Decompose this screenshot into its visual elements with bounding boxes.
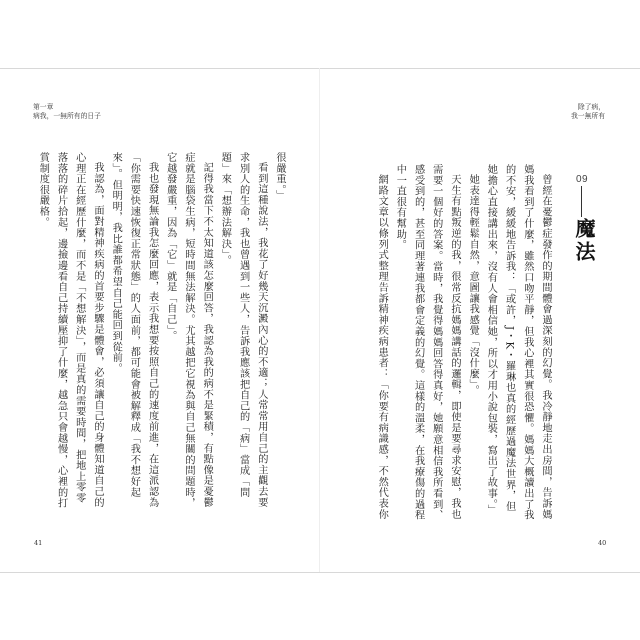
chapter-title-rule (581, 186, 582, 217)
left-page-body (37, 152, 288, 510)
right-paragraph: 曾經在憂鬱症發作的期間體會過深刻的幻覺。我冷靜地走出房間，告訴媽媽我看到了什麼，雖然口吻平靜，但我心裡其實很恐懼。媽媽大概讀出了我的不安，緩緩地告訴我：「或許，J・K・羅琳也真的經歷過魔法世界，但她擔心直接講出來，沒有人會相信她，所以才用小說包裝，寫出了故事。」 (485, 164, 551, 521)
bottom-edge-line (0, 572, 640, 573)
left-paragraph: 我認為，面對精神疾病的首要步驟是體會，必須讓自己的身體知道自己的心理正在經歷什麼，而不是「不想解決」，而是真的需要時間，把地上零零落落的碎片拾起，邊撿邊看自己持續壓抑了什麼，越急只會越慢，心裡的打賞制度很嚴格。 (37, 152, 103, 509)
left-paragraph: 很嚴重。」 (274, 152, 285, 201)
right-paragraph: 網路文章以條列式整理告訴精神疾病患者：「你要有病識感，不然代表你 (376, 174, 388, 520)
right-paragraph: 天生有點叛逆的我，很常反抗媽媽講話的邏輯，即使是要尋求安慰，我也需要一個好的答案。當時，我覺得媽媽回答得真好，她願意相信我所看到、感受到的，甚至同理著連我都會定義的幻覺。這樣的溫柔，在我療傷的過程中一直很有幫助。 (394, 164, 460, 521)
right-header-line1: 除了病， (577, 103, 605, 111)
left-paragraph: 看到這種說法，我花了好幾天沉澱內心的不適；人常常用自己的主觀去要求別人的生命，我也曾遇到一些人，告訴我應該把自己的「病」當成「問題」來「想辦法解決」。 (219, 152, 267, 508)
left-paragraph: 記得我當下不太知道該怎麼回答，我認為我的病不是緊積，有點像是憂鬱症就是腦袋生病，短時間無法解決。尤其越把它視為與自己無關的問題時，它越發嚴重，因為「它」就是「自己」。 (164, 152, 213, 509)
top-edge-line (0, 68, 640, 69)
left-paragraph: 我也發現無論我怎麼回應，表示我想要按照自己的速度前進，在這派認為「你需要快速恢復正常狀態」的人面前，都可能會被解釋成「我不想好起來」。但明明，我比誰都希望自己能回到從前。 (110, 152, 158, 508)
left-header-chapter: 第一章 (33, 103, 54, 111)
left-page-number: 41 (34, 539, 43, 547)
right-paragraph: 她表達得輕鬆自然，意圖讓我感覺「沒什麼」。 (467, 174, 479, 396)
right-page-number: 40 (598, 539, 607, 547)
left-running-header (33, 103, 101, 121)
chapter-title: 魔法 (572, 218, 596, 264)
chapter-number: 09 (576, 174, 589, 185)
right-page-body (326, 164, 554, 521)
left-header-title: 病我，一無所有的日子 (33, 112, 101, 120)
right-running-header (571, 103, 605, 121)
right-header-line2: 我一無所有 (571, 112, 605, 120)
book-gutter (319, 68, 320, 572)
